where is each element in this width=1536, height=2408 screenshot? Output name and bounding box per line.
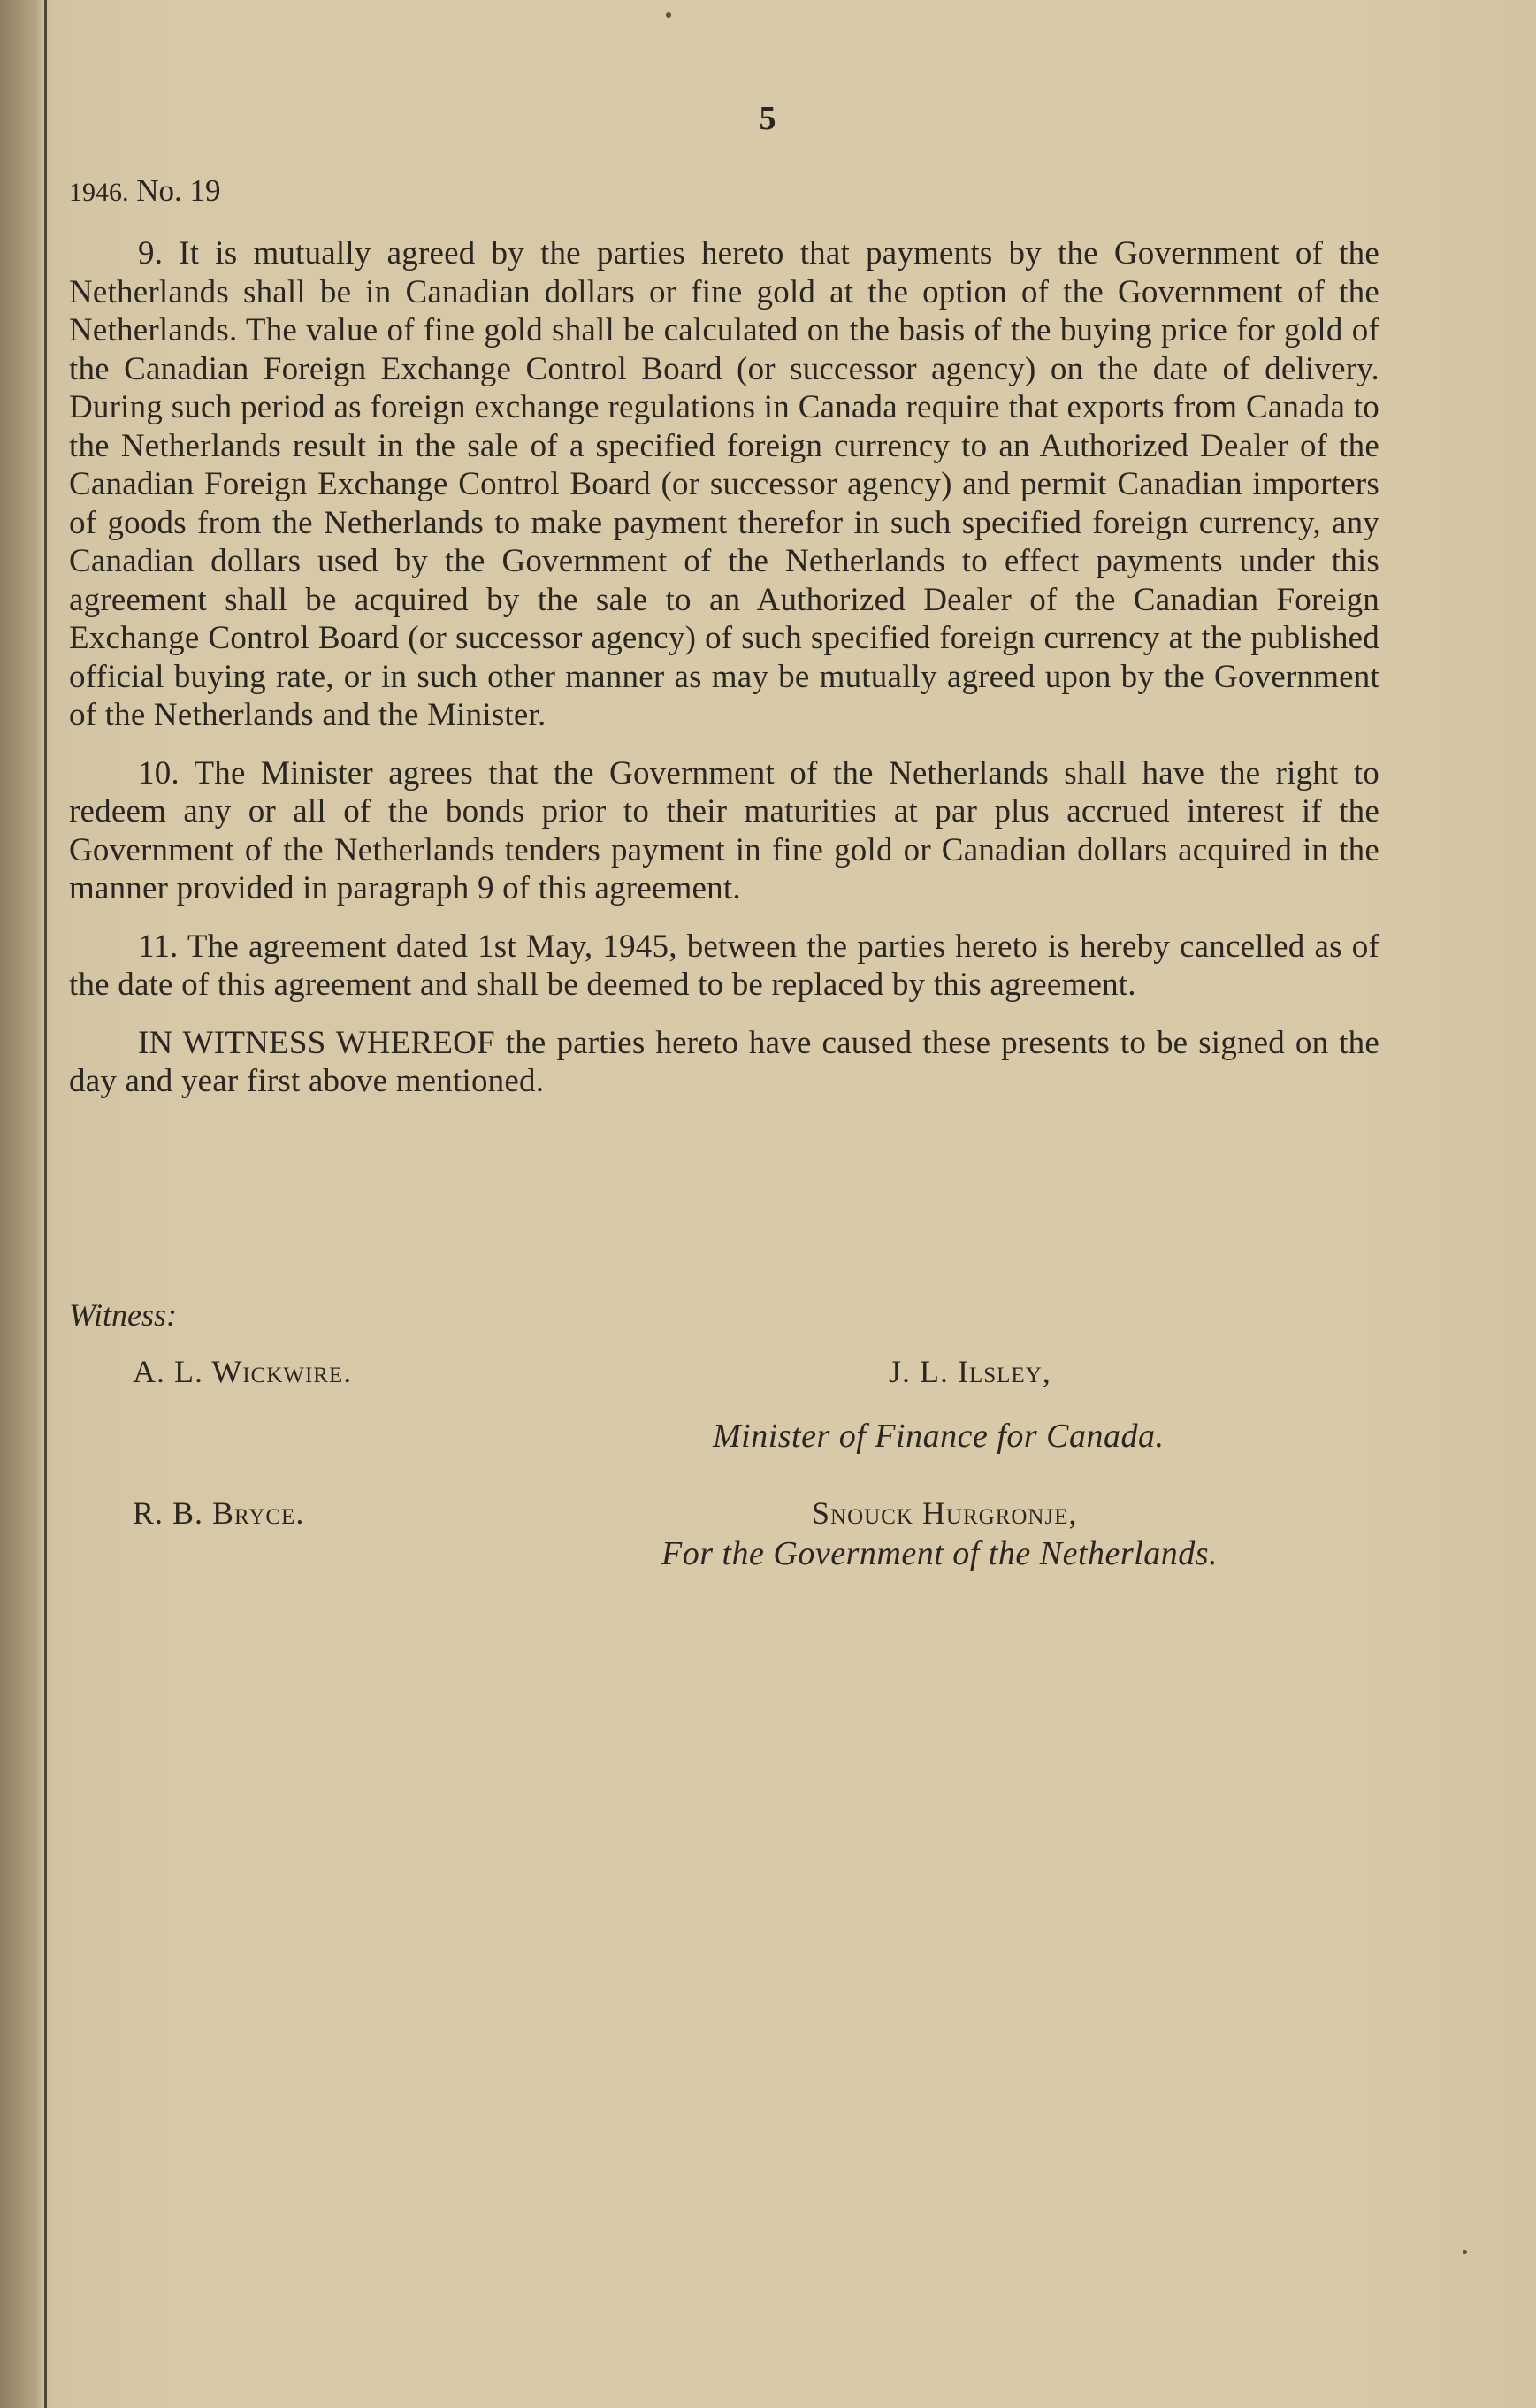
page-spine-edge — [44, 0, 47, 2408]
paragraph-11: 11. The agreement dated 1st May, 1945, between the parties hereto is hereby cancelled as of the date of this agreement and shall be deemed to be replaced by this agreement. — [69, 928, 1379, 1003]
paragraph-10: 10. The Minister agrees that the Government of the Netherlands shall have the right to redeem any or all of the bonds prior to their maturities at par plus accrued interest if the Government of the Netherlands tenders payment in fine gold or Canadian dollars acquired in the manner provided in paragraph 9 of this agreement. — [69, 754, 1379, 906]
running-head-year: 1946. — [69, 178, 129, 207]
witness-2-name: R. B. Bryce. — [133, 1495, 305, 1531]
page-number: 5 — [759, 100, 777, 137]
body-text — [69, 234, 1379, 1120]
signatory-1-title: Minister of Finance for Canada. — [713, 1418, 1165, 1455]
print-speck — [666, 12, 671, 18]
running-head — [69, 173, 221, 209]
signatory-1-name: J. L. Ilsley, — [889, 1354, 1051, 1389]
page-gutter-shadow — [0, 0, 42, 2408]
running-head-number: No. 19 — [136, 173, 221, 208]
witness-clause: IN WITNESS WHEREOF the parties hereto have caused these presents to be signed on the day and year first above mentioned. — [69, 1024, 1379, 1099]
witness-1-name: A. L. Wickwire. — [133, 1354, 353, 1389]
signatory-2-name: Snouck Hurgronje, — [812, 1495, 1078, 1531]
witness-label: Witness: — [69, 1297, 177, 1333]
signatory-2-title: For the Government of the Netherlands. — [661, 1535, 1219, 1572]
paragraph-9: 9. It is mutually agreed by the parties hereto that payments by the Government of the Netherlands shall be in Canadian dollars or fine gold at the option of the Government of the Netherlands. The value of fine gold shall be calculated on the basis of the buying price for gold of the Canadian Foreign Exchange Control Board (or successor agency) on the date of delivery. During such period as foreign exchange regulations in Canada require that exports from Canada to the Netherlands result in the sale of a specified foreign currency to an Authorized Dealer of the Canadian Foreign Exchange Control Board (or successor agency) and permit Canadian importers of goods from the Netherlands to make payment therefor in such specified foreign currency, any Canadian dollars used by the Government of the Netherlands to effect payments under this agreement shall be acquired by the sale to an Authorized Dealer of the Canadian Foreign Exchange Control Board (or successor agency) of such specified foreign currency at the published official buying rate, or in such other manner as may be mutually agreed upon by the Government of the Netherlands and the Minister. — [69, 235, 1379, 733]
print-speck-bottom — [1463, 2250, 1467, 2254]
